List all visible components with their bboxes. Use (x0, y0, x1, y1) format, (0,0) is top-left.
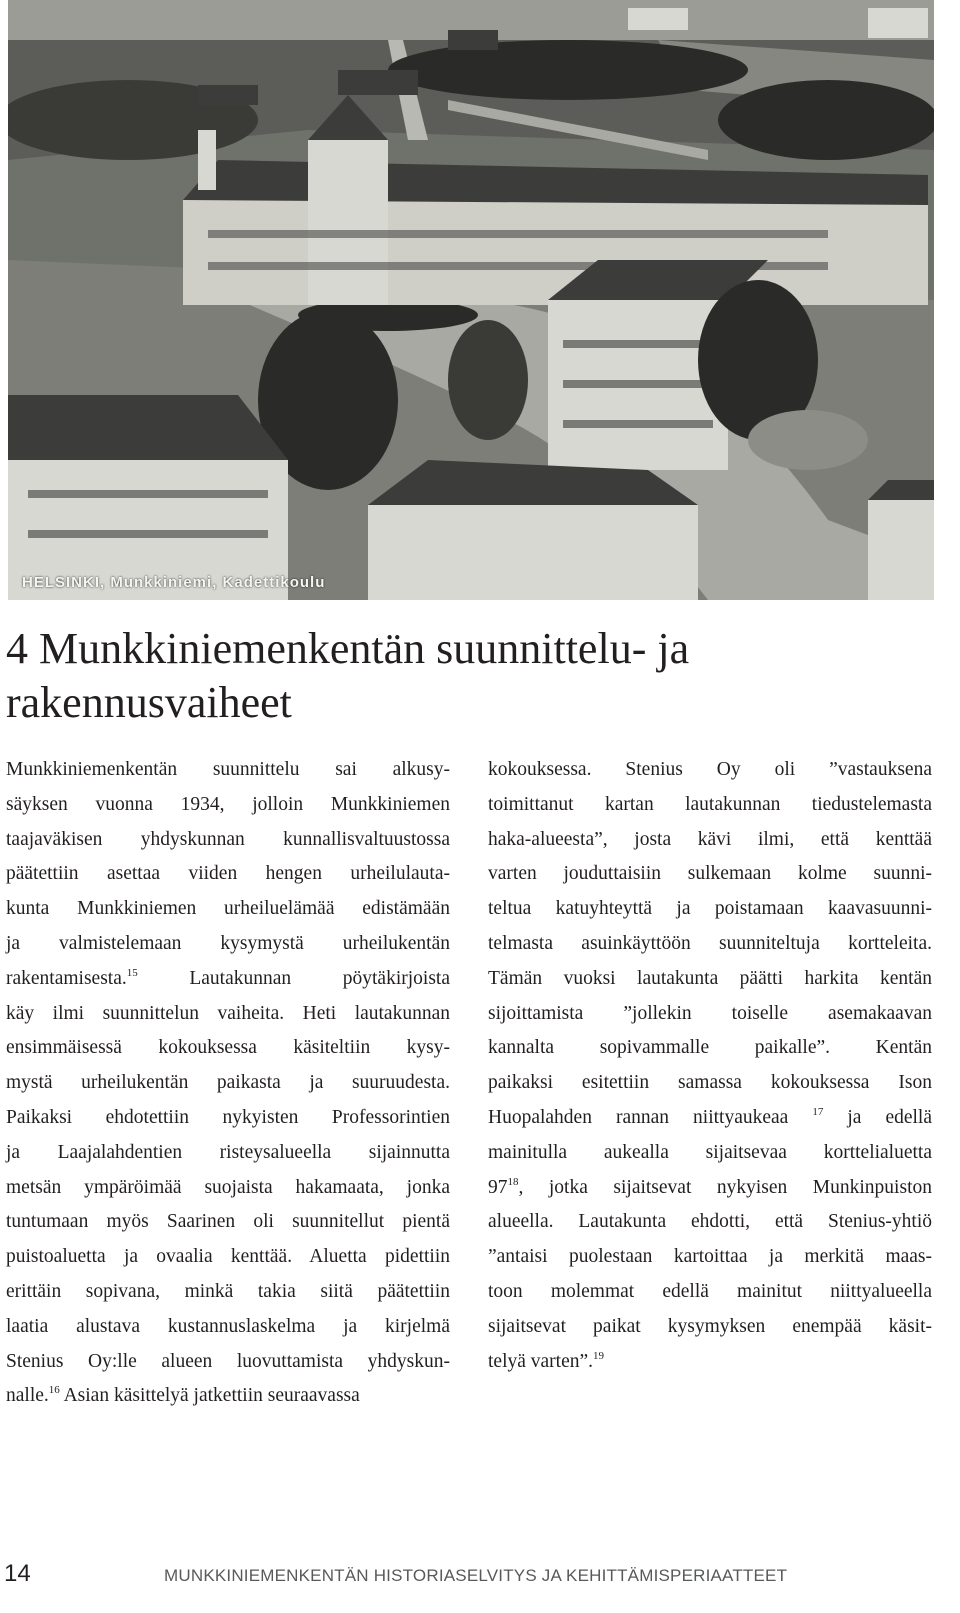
text-line: mystä urheilukentän paikasta ja suuruudesta. (6, 1072, 450, 1094)
text-line (6, 962, 450, 997)
left-column-paragraph (6, 753, 450, 1414)
text-segment: nalle. (6, 1385, 49, 1407)
running-footer-title: MUNKKINIEMENKENTÄN HISTORIASELVITYS JA KEHITTÄMISPERIAATTEET (164, 1566, 788, 1585)
text-line: Paikaksi ehdotettiin nykyisten Professorintien (6, 1106, 450, 1128)
text-line: tuntumaan myös Saarinen oli suunnitellut pientä (6, 1211, 450, 1233)
text-segment: Asian käsittelyä jatkettiin seuraavassa (59, 1385, 360, 1407)
text-segment: ja edellä (823, 1106, 933, 1128)
chapter-heading-line-2: rakennusvaiheet (6, 678, 292, 727)
text-line: haka-alueesta”, josta kävi ilmi, että kenttää (488, 828, 932, 850)
text-segment: 97 (488, 1176, 508, 1198)
aerial-photograph (8, 0, 934, 600)
text-line: toimittanut kartan lautakunnan tiedustelemasta (488, 793, 932, 815)
text-segment: rakentamisesta. (6, 967, 127, 989)
text-line: toon molemmat edellä mainitut niittyalueella (488, 1280, 932, 1302)
text-line: ”antaisi puolestaan kartoittaa ja merkitä maas- (488, 1246, 932, 1268)
text-line: varten jouduttaisiin sulkemaan kolme suunni- (488, 863, 932, 885)
text-line: telmasta asuinkäyttöön suunniteltuja kortteleita. (488, 932, 932, 954)
aerial-photo-illustration (8, 0, 934, 600)
text-line: metsän ympäröimää suojaista hakamaata, jonka (6, 1176, 450, 1198)
text-line: Munkkiniemenkentän suunnittelu sai alkusy- (6, 759, 450, 780)
text-line: puistoaluetta ja ovaalia kenttää. Aluetta pidettiin (6, 1246, 450, 1268)
text-segment: Huopalahden rannan niittyaukeaa (488, 1106, 813, 1128)
photo-caption: HELSINKI, Munkkiniemi, Kadettikoulu (22, 574, 326, 591)
text-line: alueella. Lautakunta ehdotti, että Stenius-yhtiö (488, 1211, 932, 1233)
text-line: sijaitsevat paikat kysymyksen enempää käsit- (488, 1315, 932, 1337)
text-line: Stenius Oy:lle alueen luovuttamista yhdyskun- (6, 1350, 450, 1372)
footnote-reference: 17 (812, 1105, 824, 1118)
text-line: kannalta sopivammalle paikalle”. Kentän (488, 1037, 932, 1059)
text-line: päätettiin asettaa viiden hengen urheilulauta- (6, 863, 450, 885)
text-line: erittäin sopivana, minkä takia siitä päätettiin (6, 1280, 450, 1302)
text-line: sijoittamista ”jollekin toiselle asemakaavan (488, 1002, 932, 1024)
text-line: säyksen vuonna 1934, jolloin Munkkiniemen (6, 793, 450, 815)
text-line: laatia alustava kustannuslaskelma ja kirjelmä (6, 1315, 450, 1337)
chapter-heading (6, 622, 906, 730)
footnote-reference: 15 (126, 966, 138, 979)
body-text-left-column (6, 753, 450, 1414)
text-line (488, 1345, 932, 1380)
text-line (488, 1171, 932, 1206)
text-line: ja Laajalahdentien risteysalueella sijainnutta (6, 1141, 450, 1163)
text-line: paikaksi esitettiin samassa kokouksessa Ison (488, 1072, 932, 1094)
footnote-reference: 16 (48, 1384, 60, 1397)
text-line: kunta Munkkiniemen urheiluelämää edistämään (6, 898, 450, 920)
text-line: kokouksessa. Stenius Oy oli ”vastauksena (488, 759, 932, 780)
text-segment: , jotka sijaitsevat nykyisen Munkinpuiston (518, 1176, 932, 1198)
text-segment: telyä varten”. (488, 1350, 594, 1372)
text-line: ja valmistelemaan kysymystä urheilukentän (6, 932, 450, 954)
text-line: Tämän vuoksi lautakunta päätti harkita kentän (488, 967, 932, 989)
footnote-reference: 19 (593, 1349, 605, 1362)
chapter-heading-line-1: 4 Munkkiniemenkentän suunnittelu- ja (6, 624, 690, 673)
text-line: käy ilmi suunnittelun vaiheita. Heti lautakunnan (6, 1002, 450, 1024)
text-line (6, 1379, 450, 1414)
text-line: teltua katuyhteyttä ja poistamaan kaavasuunni- (488, 898, 932, 920)
text-line: mainitulla aukealla sijaitsevaa korttelialuetta (488, 1141, 932, 1163)
text-line (488, 1101, 932, 1136)
text-line: ensimmäisessä kokouksessa käsiteltiin kysy- (6, 1037, 450, 1059)
text-line: taajaväkisen yhdyskunnan kunnallisvaltuustossa (6, 828, 450, 850)
right-column-paragraph (488, 753, 932, 1379)
body-text-right-column (488, 753, 932, 1379)
footnote-reference: 18 (507, 1175, 519, 1188)
page-number: 14 (4, 1560, 31, 1587)
text-segment: Lautakunnan pöytäkirjoista (137, 967, 450, 989)
